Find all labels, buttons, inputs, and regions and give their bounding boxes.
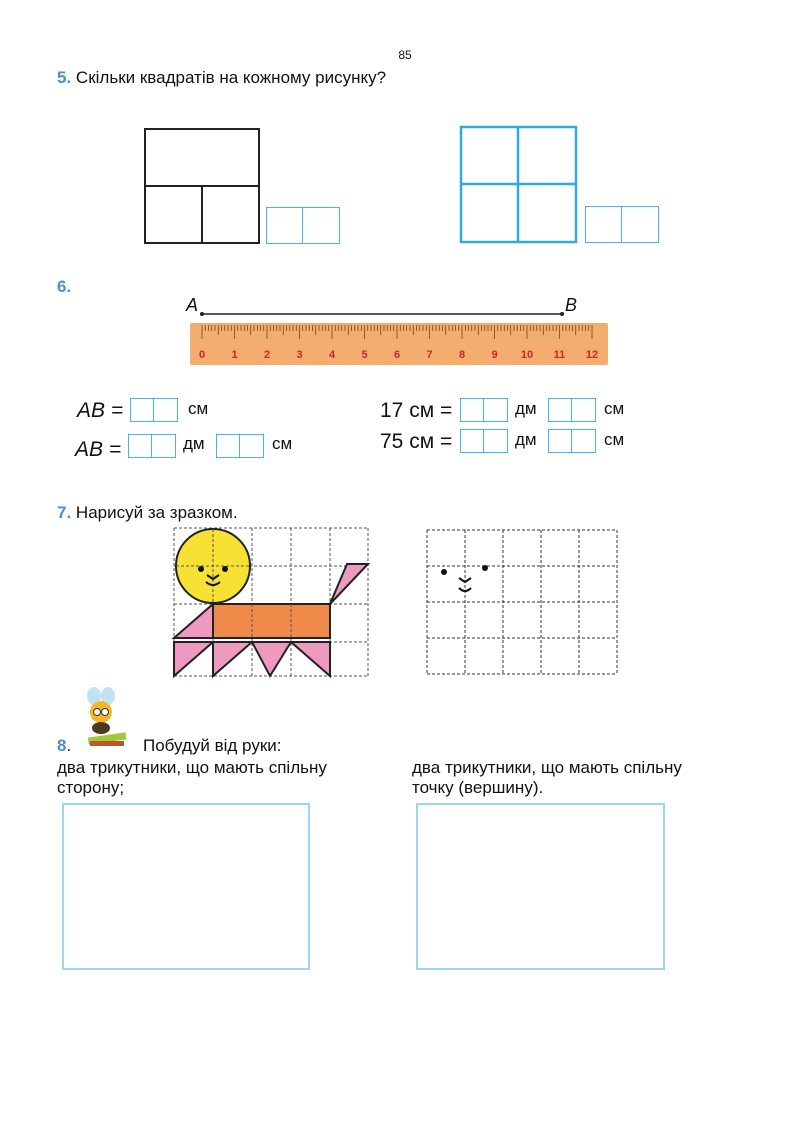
task7-number: 7. — [57, 503, 72, 522]
task6-number: 6. — [57, 277, 72, 296]
ruler-label: 12 — [585, 349, 599, 361]
eq75-cm-answer[interactable] — [548, 429, 596, 455]
ab-label-2: AB = — [75, 438, 122, 461]
eq75-dm-answer[interactable] — [460, 429, 508, 455]
ruler — [190, 323, 608, 365]
ruler-label: 0 — [198, 349, 206, 361]
task8-right-line-1: два трикутники, що мають спільну — [412, 758, 682, 777]
eq-17cm: 17 см = — [380, 399, 453, 422]
ruler-label: 5 — [361, 349, 368, 361]
unit-cm-3: см — [604, 399, 625, 418]
cat-sample-figure — [170, 524, 372, 680]
task8-number: 8 — [57, 736, 67, 755]
ruler-label: 10 — [520, 349, 534, 361]
eq-75cm: 75 см = — [380, 430, 453, 453]
ruler-label: 8 — [458, 349, 466, 361]
ruler-label: 11 — [553, 349, 566, 361]
ab-cm-answer-2[interactable] — [216, 434, 264, 460]
ruler-label: 9 — [491, 349, 498, 361]
eq17-cm-answer[interactable] — [548, 398, 596, 424]
unit-dm-2: дм — [515, 399, 537, 418]
ruler-label: 6 — [393, 349, 401, 361]
point-b-label: B — [565, 295, 578, 315]
ab-eq-2-label — [75, 438, 121, 462]
task5-text: Скільки квадратів на кожному рисунку? — [75, 68, 387, 87]
task8-right-caption — [412, 758, 682, 798]
drawing-area-right[interactable] — [416, 803, 665, 970]
ruler-label: 2 — [263, 349, 271, 361]
unit-cm-4: см — [604, 430, 625, 449]
task8-dot: . — [66, 736, 72, 755]
task8-right-line-2: точку (вершину). — [412, 778, 544, 797]
task5-number: 5. — [57, 68, 72, 87]
ab-eq-1-label — [77, 399, 123, 423]
task7-text: Нарисуй за зразком. — [75, 503, 238, 522]
unit-dm-1: дм — [183, 434, 205, 453]
task8-text: Побудуй від руки: — [143, 736, 282, 755]
task8-left-caption — [57, 758, 327, 798]
task8-heading — [57, 736, 71, 756]
task8-left-line-2: сторону; — [57, 778, 125, 797]
page-number: 85 — [398, 48, 412, 62]
task8-left-line-1: два трикутники, що мають спільну — [57, 758, 327, 777]
unit-cm-1: см — [188, 399, 209, 418]
ruler-label: 7 — [426, 349, 433, 361]
eq17-dm-answer[interactable] — [460, 398, 508, 424]
ruler-label: 1 — [231, 349, 238, 361]
unit-cm-2: см — [272, 434, 293, 453]
ab-dm-answer[interactable] — [128, 434, 176, 460]
unit-dm-3: дм — [515, 430, 537, 449]
practice-grid[interactable] — [425, 528, 619, 676]
ab-cm-answer[interactable] — [130, 398, 178, 424]
task7-heading — [57, 503, 238, 523]
point-a-label: A — [186, 295, 199, 315]
bee-mascot-icon — [82, 686, 128, 748]
ab-label-1: AB = — [77, 399, 124, 422]
ruler-label: 4 — [328, 349, 336, 361]
drawing-area-left[interactable] — [62, 803, 310, 970]
ruler-label: 3 — [296, 349, 303, 361]
